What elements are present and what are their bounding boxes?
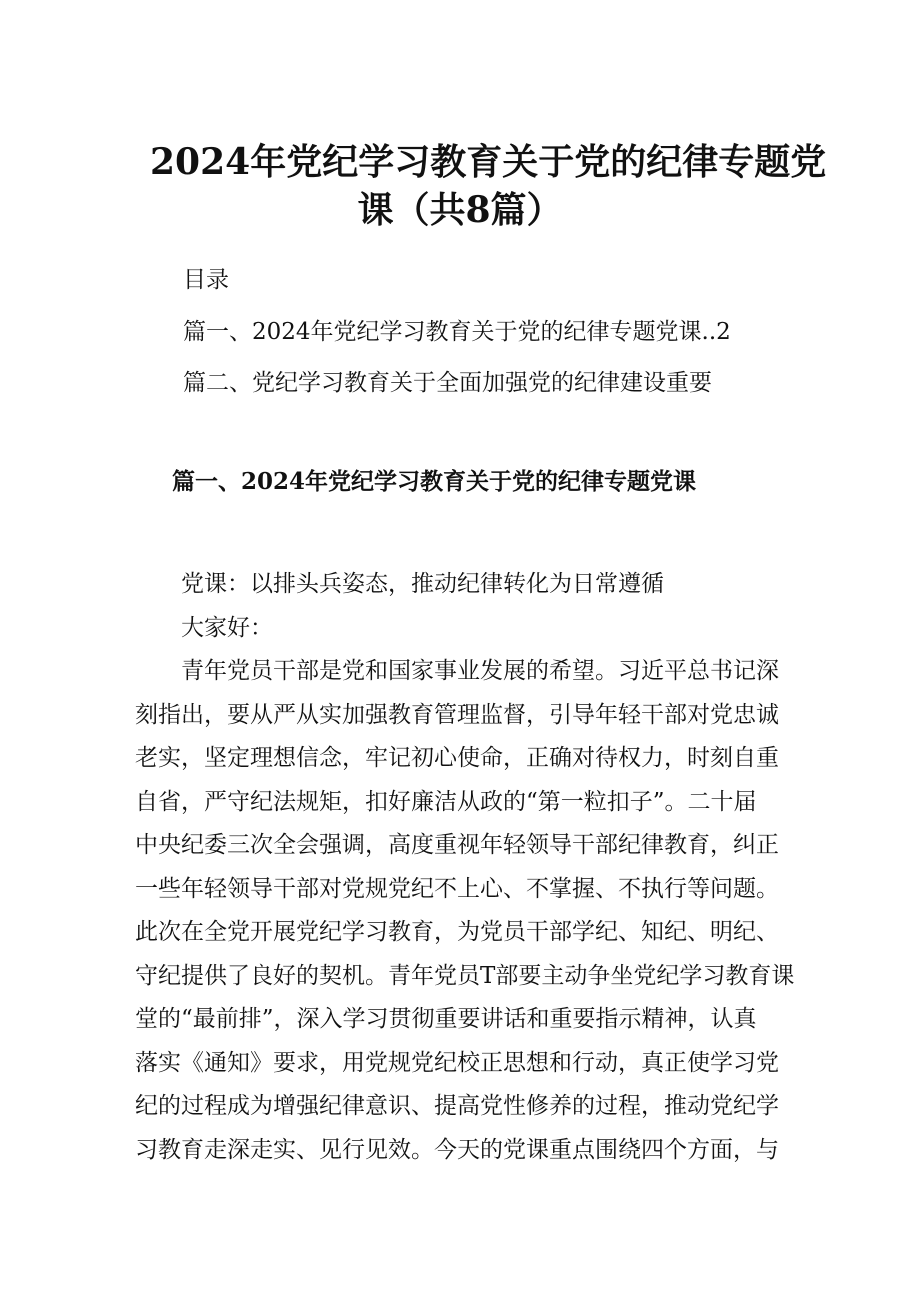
title-line-2: 课（共8篇） [357,189,563,231]
body-line: 守纪提供了良好的契机。青年党员T部要主动争坐党纪学习教育课 [135,962,795,989]
body-line: 一些年轻领导干部对党规党纪不上心、不掌握、不执行等问题。 [135,875,779,902]
body-line: 此次在全党开展党纪学习教育，为党员干部学纪、知纪、明纪、 [135,919,779,945]
body-line: 习教育走深走实、见行见效。今天的党课重点围绕四个方面，与 [135,1136,779,1163]
body-line: 中央纪委三次全会强调，高度重视年轻领导干部纪律教育，纠正 [135,832,779,858]
body-line: 老实，坚定理想信念，牢记初心使命，正确对待权力，时刻自重 [135,745,779,771]
document-title [150,138,827,234]
body-line: 刻指出，要从严从实加强教育管理监督，引导年轻干部对党忠诚 [135,701,779,728]
body-paragraph [135,650,795,1172]
body-line: 青年党员干部是党和国家事业发展的希望。习近平总书记深 [135,658,779,684]
title-line-1: 2024年党纪学习教育关于党的纪律专题党 [150,141,827,183]
body-line: 堂的“最前排”，深入学习贯彻重要讲话和重要指示精神，认真 [135,1006,757,1032]
lesson-title: 党课：以排头兵姿态，推动纪律转化为日常遵循 [181,571,664,597]
toc-item: 篇二、党纪学习教育关于全面加强党的纪律建设重要 [183,370,712,396]
body-line: 落实《通知》要求，用党规党纪校正思想和行动，真正使学习党 [135,1049,779,1076]
greeting: 大家好： [181,615,273,641]
section-heading: 篇一、2024年党纪学习教育关于党的纪律专题党课 [172,468,697,495]
body-line: 纪的过程成为增强纪律意识、提高党性修养的过程，推动党纪学 [135,1093,779,1119]
toc-item: 篇一、2024年党纪学习教育关于党的纪律专题党课..2 [183,319,731,345]
toc-heading: 目录 [183,267,229,293]
body-line: 自省，严守纪法规矩，扣好廉洁从政的“第一粒扣子”。二十届 [135,788,757,815]
